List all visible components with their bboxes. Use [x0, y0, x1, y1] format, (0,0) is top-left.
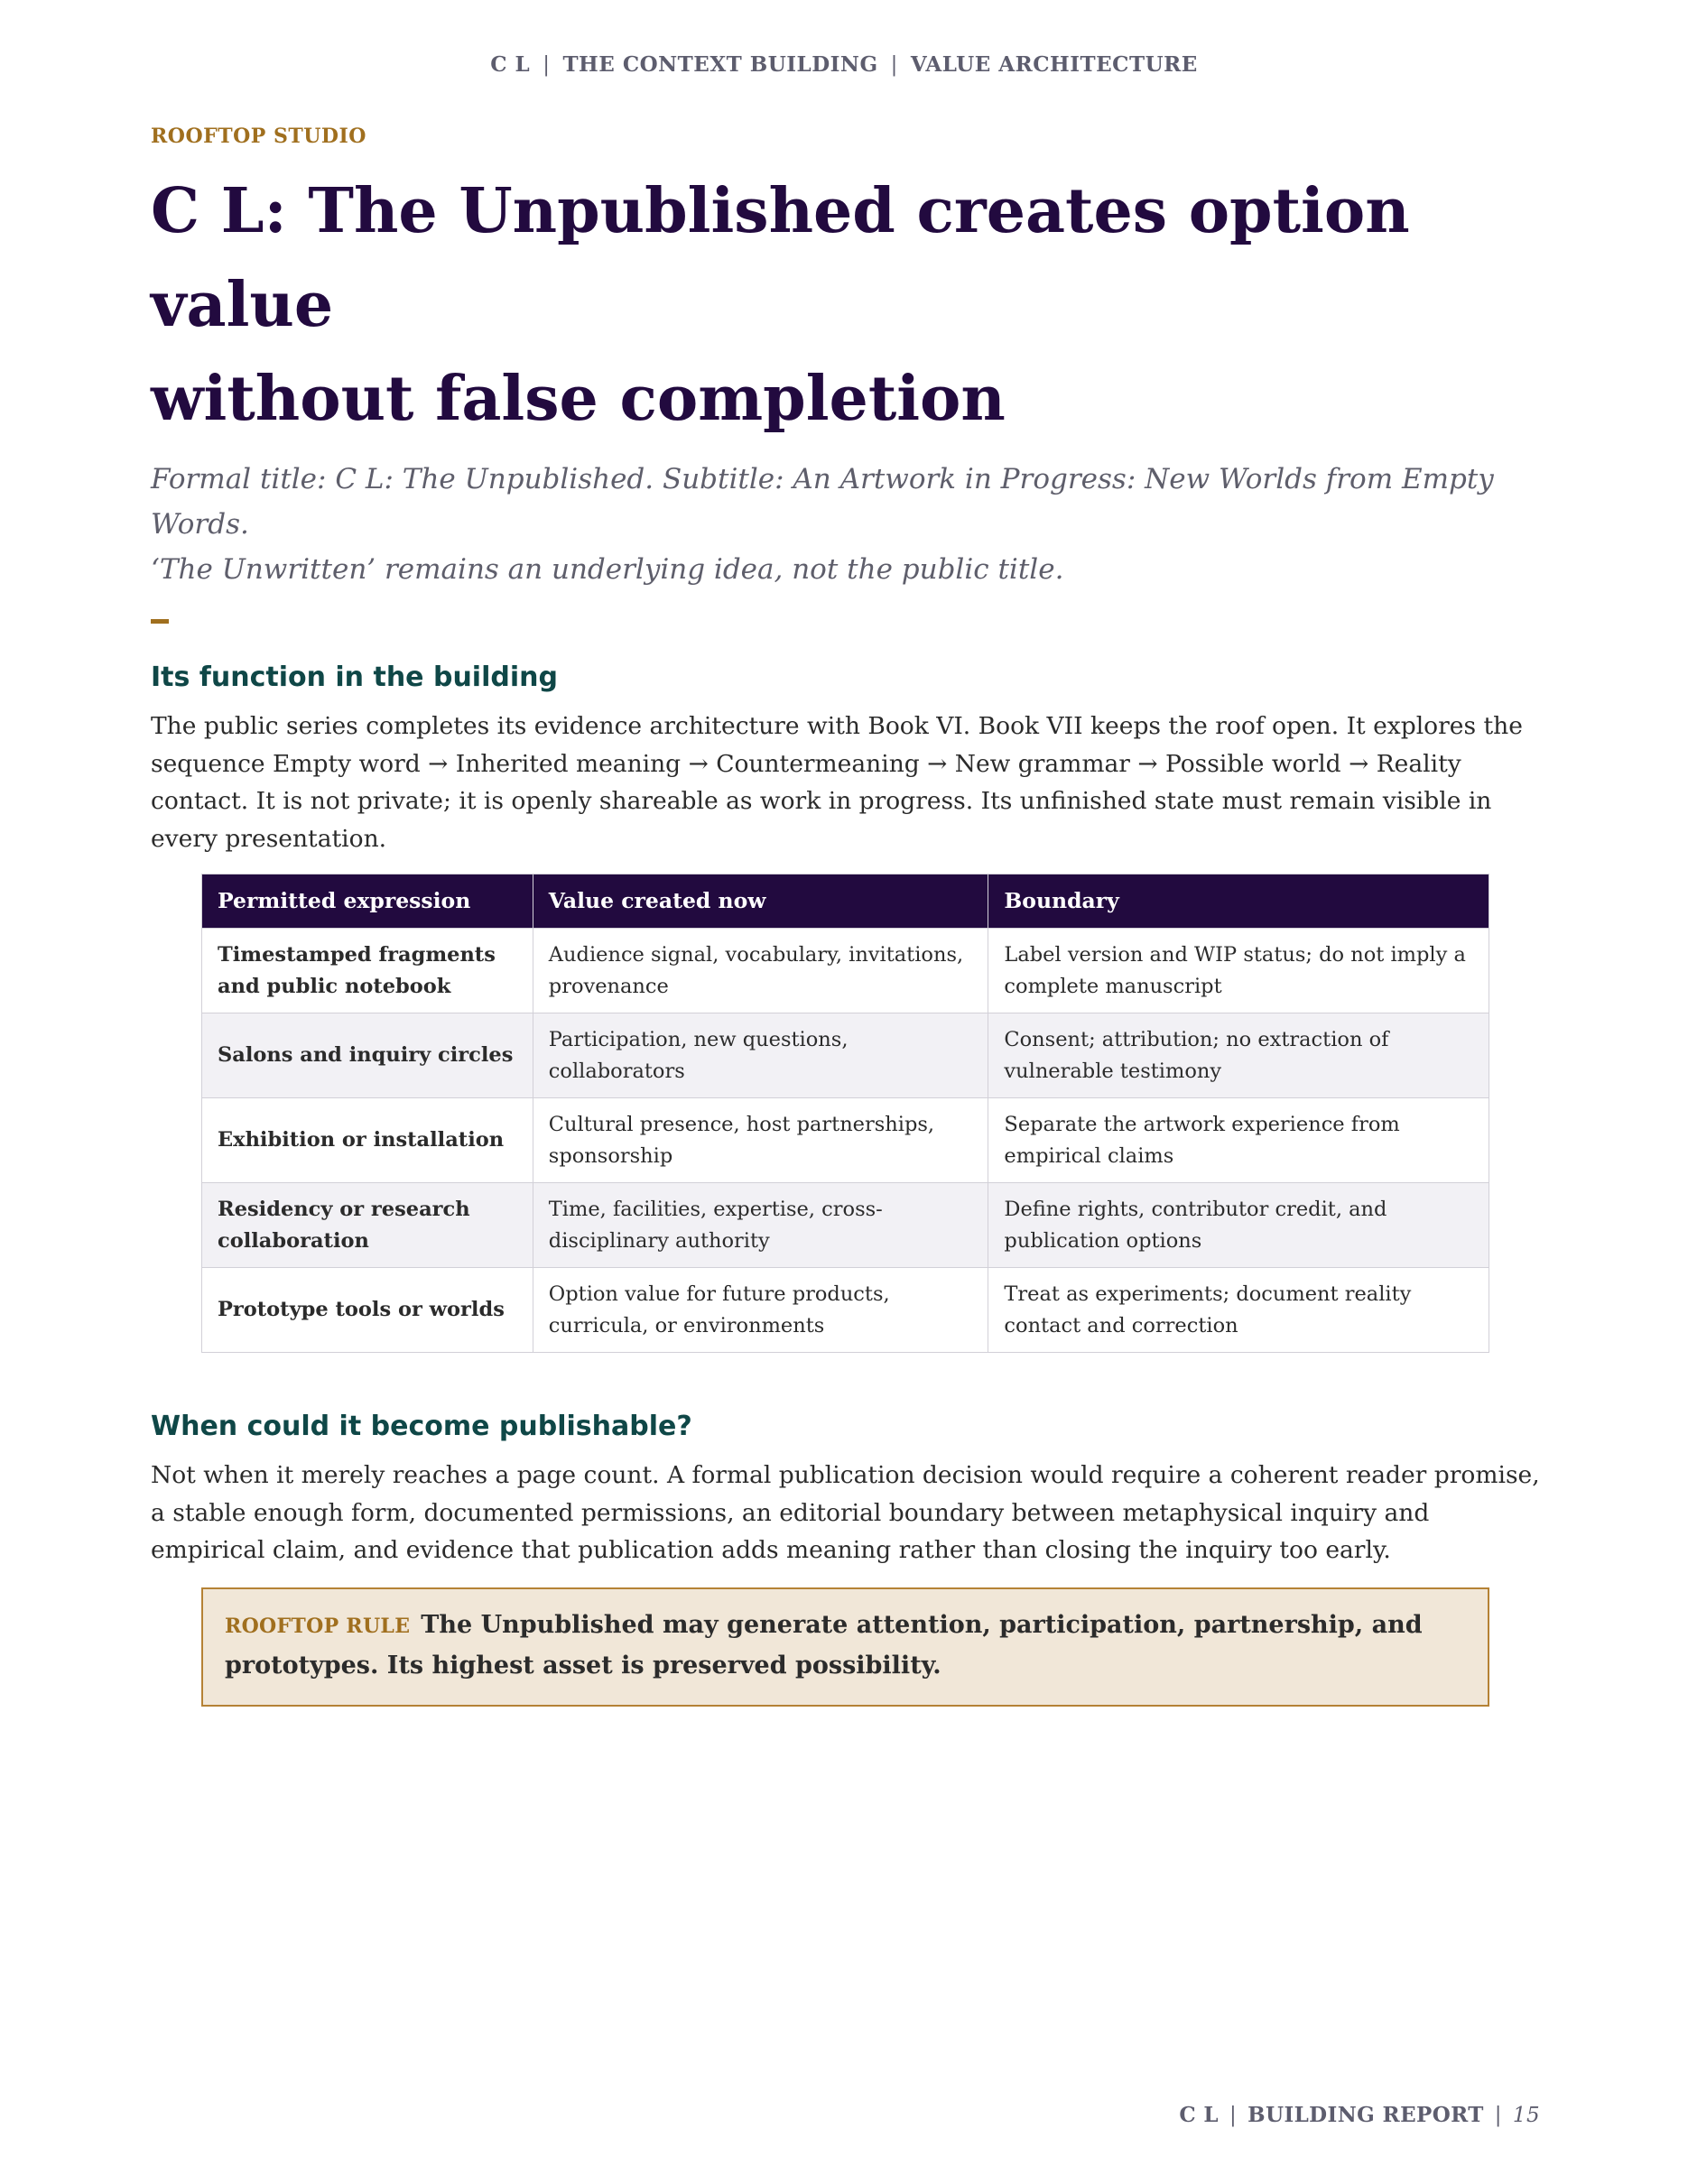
- page-title: [151, 164, 1541, 446]
- table-cell-boundary: Consent; attribution; no extraction of vulnerable testimony: [988, 1013, 1489, 1098]
- table-header-row: [202, 875, 1489, 929]
- table-cell-expression: Exhibition or installation: [202, 1098, 533, 1183]
- running-footer: [1179, 2103, 1540, 2127]
- page-subtitle: [151, 457, 1541, 592]
- page-title-line-2: without false completion: [151, 363, 1006, 435]
- page-number: 15: [1512, 2104, 1540, 2127]
- table-cell-boundary: Separate the artwork experience from empirical claims: [988, 1098, 1489, 1183]
- table-row: [202, 1013, 1489, 1098]
- table-header-cell: Boundary: [988, 875, 1489, 929]
- section-publishable: [151, 1411, 1541, 1569]
- table-header-cell: Value created now: [533, 875, 988, 929]
- header-chapter: VALUE ARCHITECTURE: [910, 52, 1198, 77]
- header-separator: |: [890, 53, 898, 77]
- rooftop-rule-callout: [201, 1587, 1489, 1707]
- header-separator: |: [543, 53, 551, 77]
- section-kicker: ROOFTOP STUDIO: [151, 125, 366, 148]
- table-row: [202, 1098, 1489, 1183]
- subtitle-line-1: Formal title: C L: The Unpublished. Subtitle: An Artwork in Progress: New Worlds from Empty Words.: [151, 463, 1494, 541]
- table-cell-value: Audience signal, vocabulary, invitations, provenance: [533, 929, 988, 1013]
- callout-text: The Unpublished may generate attention, participation, partnership, and prototypes. Its highest asset is preserved possibility.: [225, 1610, 1423, 1680]
- table-cell-expression: Salons and inquiry circles: [202, 1013, 533, 1098]
- header-author: C L: [490, 52, 531, 77]
- section-body-function: The public series completes its evidence architecture with Book VI. Book VII keeps the roof open. It explores the sequence Empty word → Inherited meaning → Countermeaning → New grammar → Possible world → Reality contact. It is not private; it is openly shareable as work in progress. Its unfinished state must remain visible in every presentation.: [151, 712, 1523, 853]
- table-cell-boundary: Label version and WIP status; do not imply a complete manuscript: [988, 929, 1489, 1013]
- table-cell-value: Participation, new questions, collaborators: [533, 1013, 988, 1098]
- table-cell-value: Option value for future products, curricula, or environments: [533, 1268, 988, 1353]
- table-row: [202, 1268, 1489, 1353]
- table-row: [202, 929, 1489, 1013]
- footer-author: C L: [1179, 2103, 1219, 2127]
- table-cell-boundary: Treat as experiments; document reality contact and correction: [988, 1268, 1489, 1353]
- table-header-cell: Permitted expression: [202, 875, 533, 929]
- table-cell-value: Time, facilities, expertise, cross-disciplinary authority: [533, 1183, 988, 1268]
- footer-separator: |: [1494, 2104, 1502, 2127]
- table-row: [202, 1183, 1489, 1268]
- table-cell-boundary: Define rights, contributor credit, and publication options: [988, 1183, 1489, 1268]
- table-cell-expression: Prototype tools or worlds: [202, 1268, 533, 1353]
- running-header: [0, 52, 1688, 77]
- page-title-line-1: C L: The Unpublished creates option value: [151, 175, 1410, 341]
- subtitle-line-2: ‘The Unwritten’ remains an underlying idea, not the public title.: [151, 553, 1064, 586]
- section-body-publishable: Not when it merely reaches a page count. A formal publication decision would require a coherent reader promise, a stable enough form, documented permissions, an editorial boundary between metaphysical inquiry and empirical claim, and evidence that publication adds meaning rather than closing the inquiry too early.: [151, 1461, 1540, 1564]
- expression-value-table: [201, 874, 1489, 1353]
- header-book: THE CONTEXT BUILDING: [562, 52, 878, 77]
- table-cell-expression: Timestamped fragments and public notebook: [202, 929, 533, 1013]
- table-cell-expression: Residency or research collaboration: [202, 1183, 533, 1268]
- section-heading-publishable: When could it become publishable?: [151, 1411, 692, 1442]
- section-heading-function: Its function in the building: [151, 662, 558, 693]
- footer-separator: |: [1229, 2104, 1238, 2127]
- table-cell-value: Cultural presence, host partnerships, sponsorship: [533, 1098, 988, 1183]
- footer-report: BUILDING REPORT: [1247, 2103, 1484, 2127]
- callout-label: ROOFTOP RULE: [225, 1614, 411, 1638]
- page-content: [151, 125, 1541, 1707]
- accent-rule: [151, 619, 169, 624]
